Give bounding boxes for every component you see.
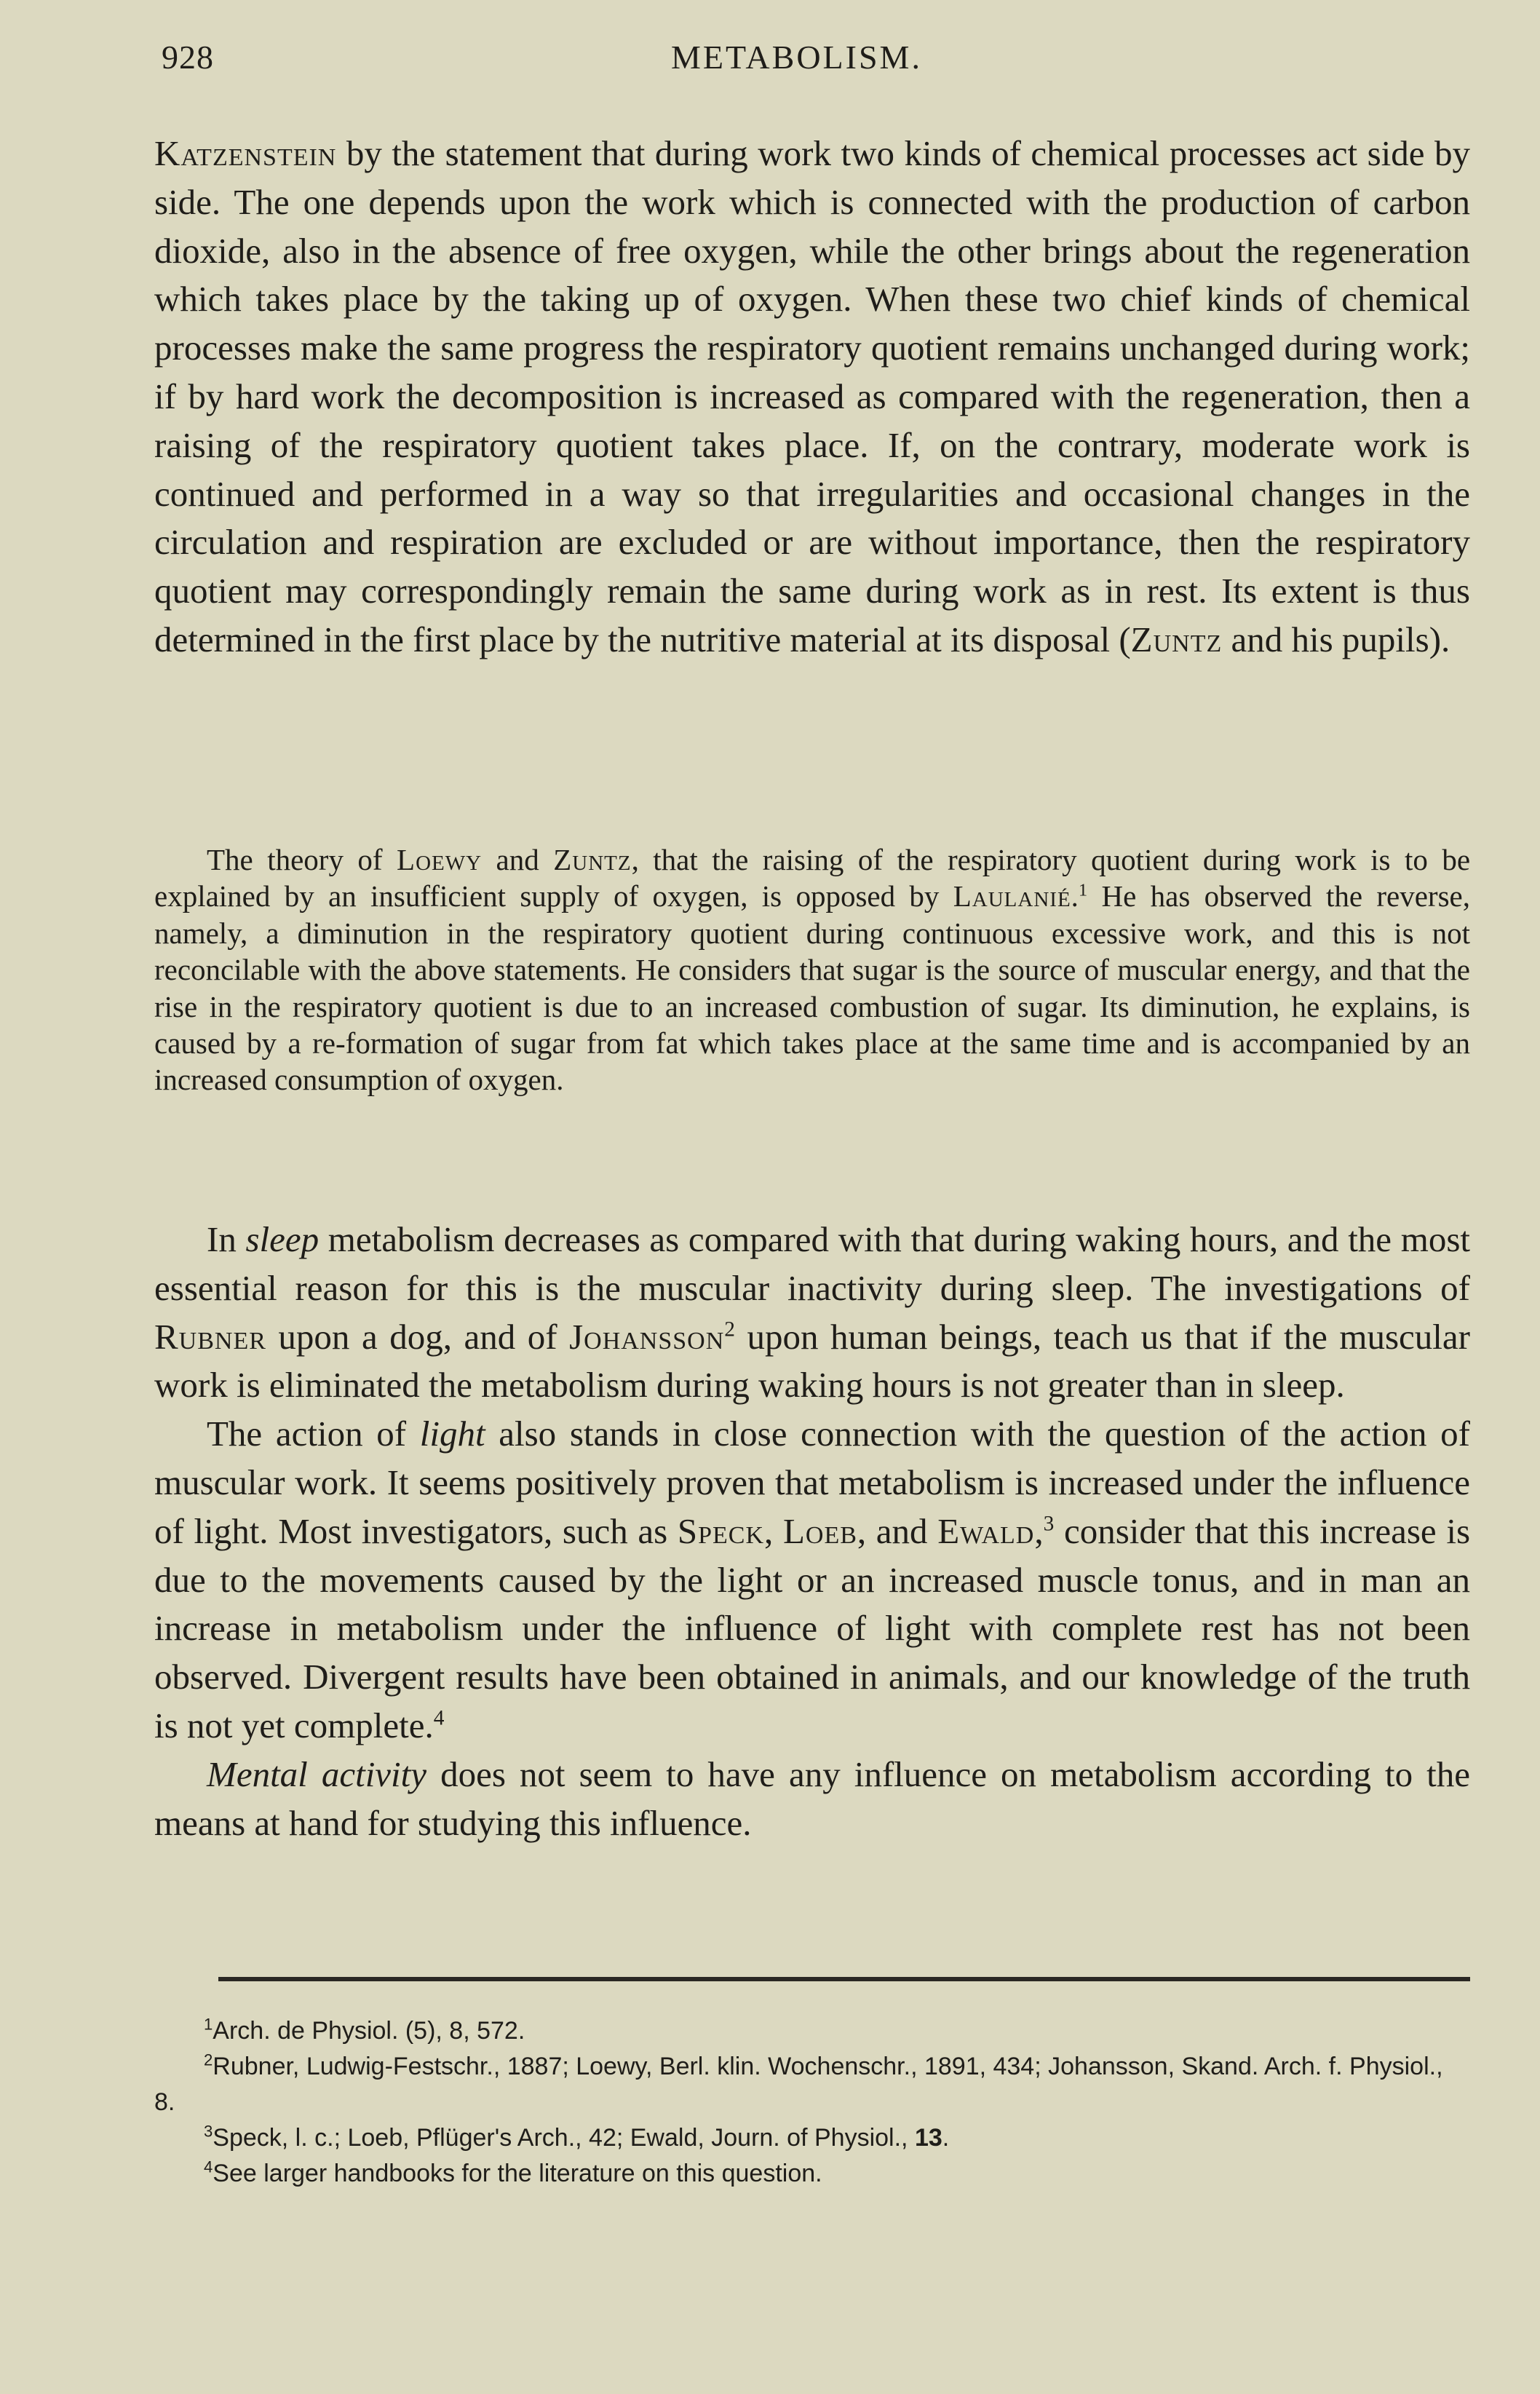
italic-term: sleep [245, 1219, 319, 1259]
text-run: , [1034, 1510, 1044, 1551]
italic-term: light [419, 1414, 485, 1454]
paragraph-light [154, 1410, 1470, 1751]
footnote-ref-3: 3 [1043, 1512, 1055, 1536]
paragraph-text: and his pupils). [1222, 619, 1450, 659]
footnote-ref-4: 4 [433, 1706, 445, 1730]
text-run: , and [857, 1510, 938, 1551]
text-run: does not seem to have any influence on metabolism according to the means at hand for studying this influence. [154, 1753, 1470, 1843]
footnote-text: Arch. de Physiol. (5), 8, 572. [213, 2017, 525, 2045]
footnote-ref-2: 2 [724, 1317, 735, 1341]
footnote-text: Speck, l. c.; Loeb, Pflüger's Arch., 42; Ewald, Journ. of Physiol., [213, 2124, 915, 2152]
text-run: The theory of [207, 843, 397, 876]
text-run: metabolism decreases as compared with that during waking hours, and the most essential reason for this is the muscular inactivity during sleep. The investigations of [154, 1219, 1470, 1308]
text-run: consider that this increase is due to the movements caused by the light or an increased muscle tonus, and in man an increase in metabolism under the influence of light with complete rest has not been observed. Divergent results have been obtained in animals, and our knowledge of the truth is not yet complete. [154, 1510, 1471, 1745]
body-sleep-light-mental [154, 1216, 1470, 1847]
author-name: Speck [677, 1510, 765, 1551]
footnote-1 [154, 2013, 1470, 2049]
volume-number: 13 [914, 2124, 942, 2152]
paragraph-katzenstein [154, 130, 1470, 665]
page-header-title: METABOLISM. [671, 39, 922, 76]
text-run: also stands in close connection with the question of the action of muscular work. It seems positively proven that metabolism is increased under the influence of light. Most investigators, such as [154, 1414, 1470, 1551]
author-name: Laulanié [953, 879, 1071, 913]
page-number: 928 [162, 39, 214, 76]
text-run: and [482, 843, 554, 876]
paragraph-theory-small-print [154, 841, 1470, 1098]
footnote-mark: 3 [204, 2122, 213, 2141]
author-name: Rubner [154, 1316, 266, 1357]
paragraph-text: by the statement that during work two kinds of chemical processes act side by side. The one depends upon the work which is connected with the production of carbon dioxide, also in the absence of free oxygen, while the other brings about the regeneration which takes place by the taking up of oxygen. When these two chief kinds of chemical processes make the same progress the respiratory quotient remains unchanged during work; if by hard work the decomposition is increased as compared with the regeneration, then a raising of the respiratory quotient takes place. If, on the contrary, moderate work is continued and performed in a way so that irregularities and occasional changes in the circulation and respiration are excluded or are without importance, then the respiratory quotient may correspondingly remain the same during work as in rest. Its extent is thus determined in the first place by the nutritive material at its disposal ( [154, 133, 1470, 659]
paragraph-mental [154, 1751, 1470, 1848]
author-name: Loewy [397, 843, 483, 876]
footnotes [154, 2013, 1470, 2192]
footnote-ref-1: 1 [1078, 880, 1088, 900]
author-name: Zuntz [1130, 619, 1223, 659]
paragraph-sleep [154, 1216, 1470, 1410]
author-name: Katzenstein [154, 133, 337, 173]
footnote-mark: 2 [204, 2050, 213, 2069]
text-run: The action of [207, 1414, 420, 1454]
author-name: Zuntz [553, 843, 632, 876]
text-run: , that the raising of the respiratory quotient during work is to be explained by an insufficient supply of oxygen, is opposed by [154, 843, 1471, 913]
text-run: He has observed the reverse, namely, a diminution in the respiratory quotient during continuous excessive work, and this is not reconcilable with the above statements. He considers that sugar is the source of muscular energy, and that the rise in the respiratory quotient is due to an increased combustion of sugar. Its diminution, he explains, is caused by a re-formation of sugar from fat which takes place at the same time and is accompanied by an increased consumption of oxygen. [154, 879, 1470, 1097]
text-run: . [1071, 879, 1079, 913]
author-name: Loeb [782, 1510, 857, 1551]
text-run: upon human beings, teach us that if the muscular work is eliminated the metabolism during waking hours is not greater than in sleep. [154, 1316, 1470, 1406]
footnote-mark: 4 [204, 2157, 213, 2176]
footnote-text: . [942, 2124, 950, 2152]
footnote-3 [154, 2120, 1470, 2156]
text-run: , [764, 1510, 783, 1551]
author-name: Ewald [937, 1510, 1035, 1551]
footnote-2 [154, 2049, 1470, 2120]
footnote-divider [218, 1977, 1470, 1981]
footnote-text: See larger handbooks for the literature on this question. [213, 2160, 822, 2187]
text-run: upon a dog, and of [266, 1316, 570, 1357]
author-name: Johansson [569, 1316, 725, 1357]
footnote-4 [154, 2156, 1470, 2192]
footnote-mark: 1 [204, 2015, 213, 2034]
italic-term: Mental activity [207, 1753, 427, 1794]
footnote-text: Rubner, Ludwig-Festschr., 1887; Loewy, Berl. klin. Wochenschr., 1891, 434; Johansson, Skand. Arch. f. Physiol., 8. [154, 2053, 1443, 2116]
text-run: In [207, 1219, 246, 1259]
running-head [162, 38, 1460, 89]
